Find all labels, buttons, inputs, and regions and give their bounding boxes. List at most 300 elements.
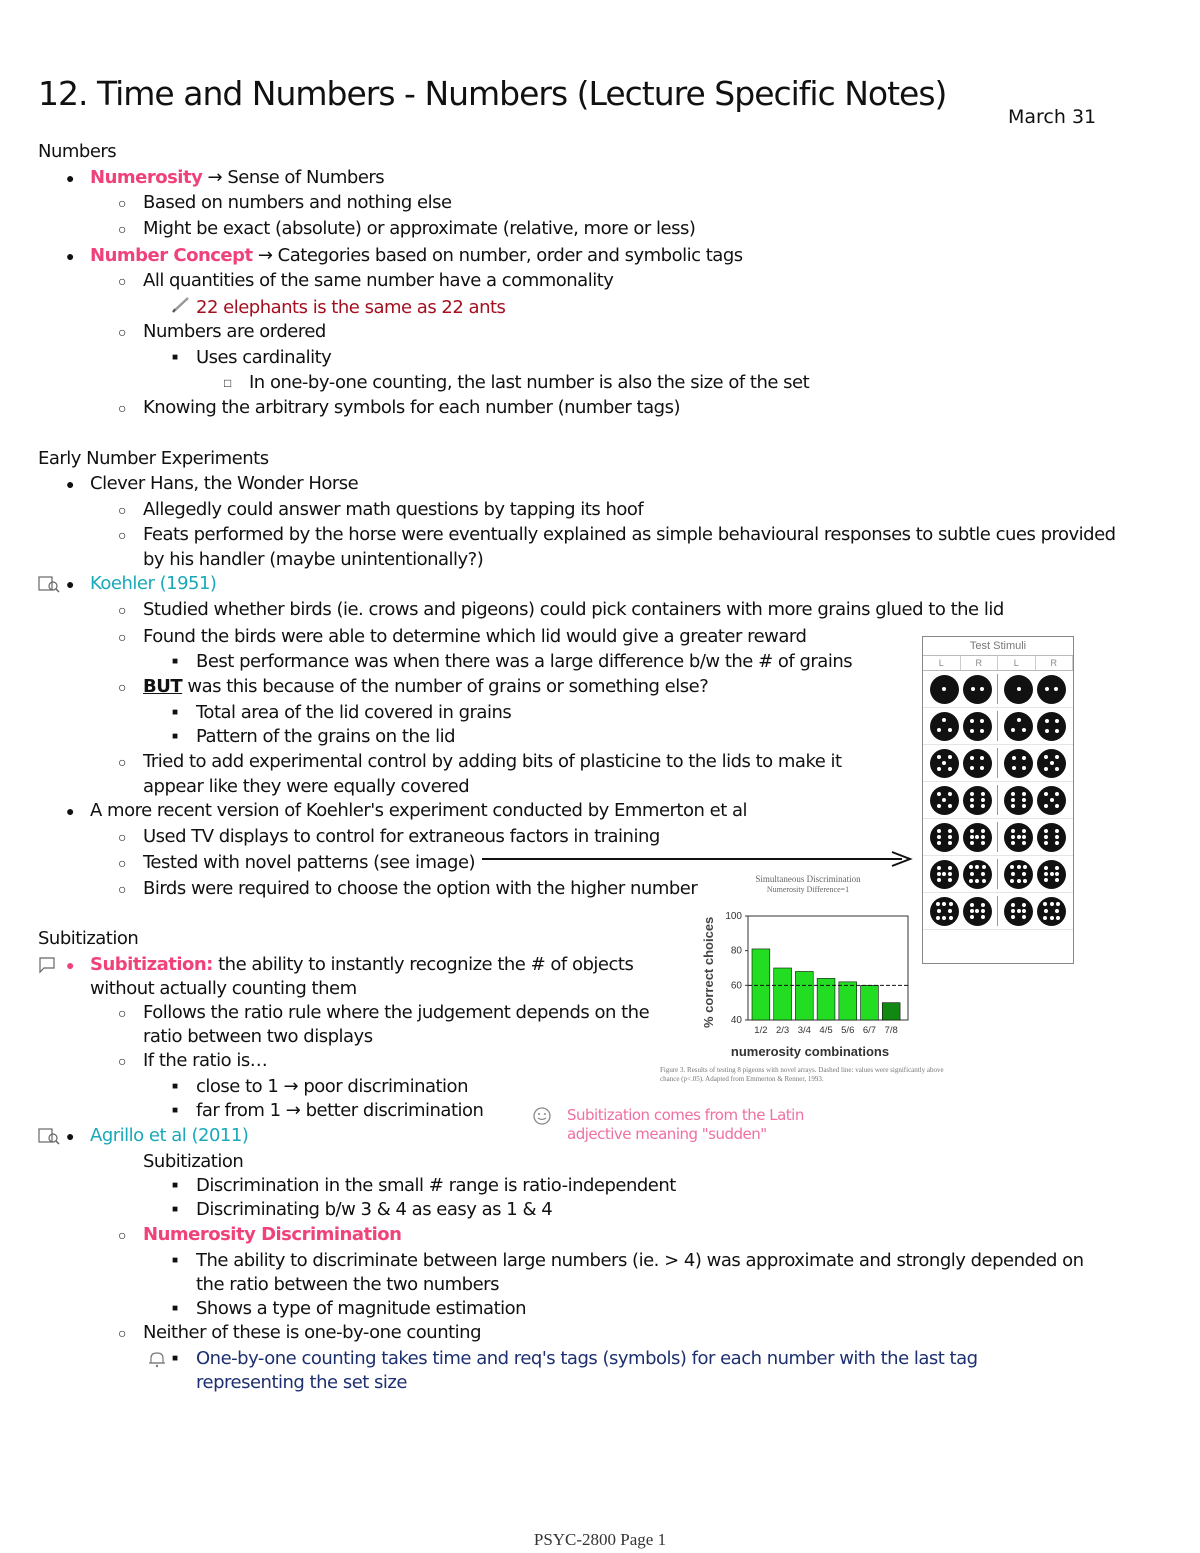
stimulus-dot [1011,728,1015,732]
stimulus-disc [1004,860,1033,889]
bullet: ○ [118,1227,127,1243]
stimulus-dot [981,915,985,919]
stimuli-pair [1004,749,1066,778]
stimulus-dot [975,909,979,913]
stimuli-pair [1004,860,1066,889]
stimulus-dot [982,865,986,869]
date: March 31 [1008,106,1097,128]
bullet: ■ [172,1303,179,1314]
stimulus-dot [981,792,985,796]
stimulus-dot [1022,915,1026,919]
stimulus-dot [1044,767,1048,771]
stimulus-disc [1004,786,1033,815]
stimulus-dot [970,792,974,796]
stimulus-disc [1037,823,1066,852]
numerosity-discrimination-term: Numerosity Discrimination [143,1224,402,1245]
stimulus-dot [1055,719,1059,723]
stimulus-dot [975,879,979,883]
stimuli-divider [997,748,998,778]
study-agrillo: Agrillo et al (2011) [90,1125,249,1146]
list-item: Used TV displays to control for extraneous factors in training [143,826,660,847]
stimulus-disc [1037,712,1066,741]
stimulus-dot [1054,687,1058,691]
stimulus-dot [1022,792,1026,796]
stimuli-col-label: L [923,656,961,670]
stimuli-pair [930,712,992,741]
list-item: Knowing the arbitrary symbols for each number (number tags) [143,397,680,418]
bullet: ○ [118,273,127,289]
page-footer: PSYC-2800 Page 1 [533,1530,667,1549]
stimulus-dot [981,835,985,839]
stimulus-dot [1055,909,1059,913]
stimulus-dot [1050,761,1054,765]
subitization-def-text: the ability to instantly recognize the # of objects [212,954,634,975]
stimulus-dot [937,728,941,732]
stimulus-dot [1045,719,1049,723]
x-tick-label: 2/3 [776,1025,790,1036]
smiley-icon [532,1106,552,1126]
stimulus-dot [1055,767,1059,771]
list-item: Best performance was when there was a large difference b/w the # of grains [196,651,853,672]
list-item-text: was this because of the number of grains or something else? [182,676,709,697]
bullet: ○ [118,527,127,543]
chart-bar [817,978,835,1020]
side-note-continued: adjective meaning "sudden" [567,1125,767,1143]
stimulus-dot [969,865,973,869]
chart-xlabel: numerosity combinations [730,1044,890,1059]
stimulus-dot [1010,879,1014,883]
stimulus-disc [1037,749,1066,778]
y-tick-label: 40 [730,1015,742,1026]
stimulus-dot [980,756,984,760]
list-item: Allegedly could answer math questions by tapping its hoof [143,499,644,520]
bullet: ○ [118,679,127,695]
stimulus-dot [942,761,946,765]
stimulus-disc [930,749,959,778]
chart-bar [774,968,792,1020]
stimulus-disc [930,712,959,741]
stimulus-dot [1017,909,1021,913]
stimulus-dot [1056,902,1060,906]
stimulus-dot [1055,804,1059,808]
page-title: 12. Time and Numbers - Numbers (Lecture Specific Notes) [38,74,947,113]
stimulus-dot [1044,829,1048,833]
list-item-continued: without actually counting them [90,978,357,999]
x-tick-label: 6/7 [862,1025,877,1036]
bullet: ○ [118,1053,127,1069]
numerosity-item [90,166,384,190]
list-item: If the ratio is… [143,1050,268,1071]
list-item: far from 1 → better discrimination [196,1100,484,1121]
stimulus-disc [930,823,959,852]
stimulus-dot [948,767,952,771]
bullet: □ [224,376,232,390]
list-item: Total area of the lid covered in grains [196,702,512,723]
x-tick-label: 7/8 [884,1025,898,1036]
stimulus-dot [1044,909,1048,913]
stimulus-dot [970,756,974,760]
stimulus-dot [1043,902,1047,906]
stimulus-dot [969,879,973,883]
list-item: Might be exact (absolute) or approximate (relative, more or less) [143,218,696,239]
stimulus-dot [948,792,952,796]
stimulus-dot [1011,829,1015,833]
stimulus-disc [963,860,992,889]
stimulus-dot [1010,865,1014,869]
stimulus-disc [1037,860,1066,889]
bullet: ● [66,576,75,592]
bullet: ○ [118,629,127,645]
section-heading-subitization: Subitization [38,928,139,949]
stimulus-dot [948,804,952,808]
stimulus-disc [963,712,992,741]
stimuli-title: Test Stimuli [923,637,1073,656]
stimulus-dot [981,903,985,907]
stimulus-dot [1050,798,1054,802]
bullet: ● [66,1128,75,1144]
stimulus-dot [1055,835,1059,839]
stimulus-dot [1017,687,1021,691]
bullet: ■ [172,1180,179,1191]
stimulus-dot [981,804,985,808]
stimulus-dot [970,909,974,913]
stimuli-col-label: R [961,656,999,670]
y-tick-label: 80 [730,945,742,957]
stimulus-disc [1004,897,1033,926]
stimulus-dot [980,766,984,770]
bullet: ○ [118,502,127,518]
bullet: ■ [172,1204,179,1215]
x-tick-label: 4/5 [819,1025,833,1036]
list-item: Pattern of the grains on the lid [196,726,456,747]
list-item: Tried to add experimental control by adding bits of plasticine to the lids to make it [143,751,842,772]
stimulus-dot [937,841,941,845]
stimulus-dot [1055,841,1059,845]
stimulus-dot [1011,915,1015,919]
list-item-continued: appear like they were equally covered [143,776,470,797]
stimulus-dot [1050,872,1054,876]
list-item: Clever Hans, the Wonder Horse [90,473,359,494]
stimulus-dot [981,909,985,913]
list-item: Tested with novel patterns (see image) [143,852,476,873]
list-item-continued: by his handler (maybe unintentionally?) [143,549,484,570]
bullet: ■ [172,352,179,363]
study-koehler: Koehler (1951) [90,573,217,594]
stimulus-dot [1011,903,1015,907]
list-item: Follows the ratio rule where the judgement depends on the [143,1002,650,1023]
stimuli-row [923,819,1073,856]
bullet: ○ [118,855,127,871]
stimulus-dot [970,729,974,733]
stimulus-dot [1011,872,1015,876]
stimulus-disc [963,897,992,926]
list-item: Numbers are ordered [143,321,326,342]
section-heading-early: Early Number Experiments [38,448,269,469]
stimulus-dot [971,687,975,691]
list-item: Studied whether birds (ie. crows and pigeons) could pick containers with more grains glued to the lid [143,599,1004,620]
bullet: ■ [172,731,179,742]
stimulus-disc [930,786,959,815]
x-tick-label: 5/6 [841,1025,855,1036]
numerosity-def: → Sense of Numbers [202,167,385,188]
stimulus-dot [1043,916,1047,920]
stimulus-dot [948,728,952,732]
stimulus-dot [1050,916,1054,920]
stimulus-disc [1004,823,1033,852]
stimulus-dot [980,729,984,733]
stimulus-dot [1044,866,1048,870]
list-item: Found the birds were able to determine which lid would give a greater reward [143,626,807,647]
stimulus-dot [1055,792,1059,796]
stimuli-divider [997,822,998,852]
stimulus-dot [1055,829,1059,833]
stimulus-dot [1050,902,1054,906]
bullet: ■ [172,1081,179,1092]
bullet: ○ [118,829,127,845]
stimuli-row [923,745,1073,782]
stimuli-divider [997,711,998,741]
stimulus-dot [970,903,974,907]
stimulus-dot [980,687,984,691]
stimulus-dot [1045,729,1049,733]
stimulus-dot [970,798,974,802]
stimulus-dot [981,798,985,802]
stimulus-dot [1017,718,1021,722]
bullet: ○ [118,195,127,211]
list-item: Based on numbers and nothing else [143,192,452,213]
stimulus-disc [1004,675,1033,704]
chart-bar [795,971,813,1020]
stimulus-dot [970,872,974,876]
stimulus-dot [1022,903,1026,907]
bullet: ○ [118,1005,127,1021]
document-search-icon [38,575,60,593]
bullet: ● [66,170,75,186]
stimulus-dot [975,835,979,839]
bullet: ■ [172,1105,179,1116]
chart-bar [752,949,770,1020]
stimulus-dot [970,804,974,808]
stimuli-divider [997,785,998,815]
stimulus-disc [963,786,992,815]
stimulus-dot [1044,878,1048,882]
stimulus-dot [1044,835,1048,839]
stimuli-row [923,708,1073,745]
stimulus-dot [1022,766,1026,770]
subitization-def [90,953,633,977]
list-item: A more recent version of Koehler's experiment conducted by Emmerton et al [90,800,748,821]
stimulus-dot [970,766,974,770]
stimulus-dot [1011,804,1015,808]
stimulus-dot [970,829,974,833]
bullet: ■ [172,707,179,718]
highlight-note-continued: representing the set size [196,1372,407,1393]
list-item: Feats performed by the horse were eventually explained as simple behavioural responses to subtle cues provided [143,524,1116,545]
bullet: ■ [172,656,179,667]
example-text: 22 elephants is the same as 22 ants [196,297,506,318]
stimuli-pair [1004,823,1066,852]
stimulus-disc [963,749,992,778]
stimulus-dot [981,872,985,876]
stimulus-dot [980,719,984,723]
bullet: ● [66,803,75,819]
stimulus-disc [1037,897,1066,926]
stimulus-disc [1004,749,1033,778]
stimulus-dot [1055,866,1059,870]
stimulus-dot [942,718,946,722]
stimulus-dot [937,804,941,808]
stimuli-pair [930,675,992,704]
bullet: ● [66,957,75,973]
list-item: In one-by-one counting, the last number is also the size of the set [249,372,810,393]
stimulus-dot [981,841,985,845]
stimulus-dot [1022,841,1026,845]
stimulus-dot [1044,841,1048,845]
flag-icon [38,956,60,974]
subitization-term: Subitization: [90,954,213,975]
stimulus-dot [1011,909,1015,913]
stimulus-dot [1011,841,1015,845]
list-item: Birds were required to choose the option with the higher number [143,878,698,899]
stimulus-dot [1012,756,1016,760]
stimuli-divider [997,859,998,889]
stimuli-col-label: L [998,656,1036,670]
stimuli-pair [1004,897,1066,926]
stimulus-dot [1045,687,1049,691]
stimulus-dot [982,879,986,883]
stimulus-dot [1022,909,1026,913]
stimulus-dot [1017,865,1021,869]
stimulus-dot [1017,879,1021,883]
stimulus-disc [1004,712,1033,741]
list-item [143,675,708,699]
stimulus-dot [1055,729,1059,733]
side-note: Subitization comes from the Latin [567,1106,804,1124]
stimulus-dot [1022,728,1026,732]
stimulus-dot [948,829,952,833]
bullet: ○ [118,754,127,770]
stimulus-dot [948,835,952,839]
list-item: Uses cardinality [196,347,332,368]
bell-icon [146,1350,168,1368]
stimulus-dot [937,835,941,839]
stimulus-disc [963,675,992,704]
stimulus-dot [1011,792,1015,796]
stimulus-dot [1022,798,1026,802]
list-item: Discriminating b/w 3 & 4 as easy as 1 & 4 [196,1199,553,1220]
stimulus-dot [948,755,952,759]
number-concept-item [90,244,743,268]
stimuli-pair [930,823,992,852]
stimulus-dot [981,829,985,833]
stimulus-dot [937,767,941,771]
bullet: ● [66,476,75,492]
stimuli-divider [997,896,998,926]
stimuli-row [923,671,1073,708]
chart-plot-area [725,911,908,1036]
stimulus-dot [1022,756,1026,760]
stimulus-disc [1037,786,1066,815]
document-search-icon [38,1127,60,1145]
section-heading-numbers: Numbers [38,141,117,162]
stimulus-dot [942,798,946,802]
stimulus-dot [948,841,952,845]
list-item: Shows a type of magnitude estimation [196,1298,527,1319]
subheading: Subitization [143,1151,244,1172]
stimuli-divider [997,674,998,704]
stimulus-dot [1044,755,1048,759]
stimulus-dot [937,792,941,796]
bullet: ○ [118,400,127,416]
stimulus-dot [970,719,974,723]
bullet: ○ [118,1325,127,1341]
stimulus-dot [1011,835,1015,839]
stimulus-dot [1044,872,1048,876]
stimuli-pair [1004,675,1066,704]
stimuli-pair [1004,712,1066,741]
list-item: Discrimination in the small # range is ratio-independent [196,1175,676,1196]
x-tick-label: 3/4 [797,1025,811,1036]
stimulus-dot [970,835,974,839]
stimulus-dot [1055,878,1059,882]
stimuli-pair [930,749,992,778]
chart-title: Simultaneous Discrimination [755,874,861,884]
pencil-icon [170,296,192,314]
number-concept-def: → Categories based on number, order and symbolic tags [252,245,743,266]
stimulus-dot [1023,865,1027,869]
but-emphasis: BUT [143,676,183,697]
numerosity-term: Numerosity [90,167,203,188]
stimulus-dot [1044,792,1048,796]
bullet: ● [66,248,75,264]
stimulus-dot [942,687,946,691]
stimulus-dot [1022,872,1026,876]
list-item: The ability to discriminate between large numbers (ie. > 4) was approximate and strongly depended on [196,1250,1084,1271]
chart-bar [861,985,879,1020]
y-tick-label: 100 [725,911,742,922]
bullet: ○ [118,602,127,618]
highlight-note: One-by-one counting takes time and req's tags (symbols) for each number with the last tag [196,1348,978,1369]
stimulus-dot [1023,879,1027,883]
stimuli-pair [930,786,992,815]
chart-bar [882,1003,900,1020]
stimulus-dot [1056,916,1060,920]
stimulus-dot [970,841,974,845]
list-item-continued: the ratio between the two numbers [196,1274,499,1295]
stimulus-disc [963,823,992,852]
stimulus-dot [1011,798,1015,802]
list-item: All quantities of the same number have a commonality [143,270,614,291]
stimuli-column-labels [923,656,1073,671]
number-concept-term: Number Concept [90,245,253,266]
stimuli-pair [1004,786,1066,815]
chart-ylabel: % correct choices [701,916,716,1028]
stimulus-dot [1022,829,1026,833]
stimulus-disc [1037,675,1066,704]
stimulus-dot [937,755,941,759]
stimuli-row [923,782,1073,819]
x-tick-label: 1/2 [754,1025,768,1036]
bullet: ○ [118,221,127,237]
stimulus-dot [1017,835,1021,839]
stimulus-dot [1044,804,1048,808]
bullet: ○ [118,881,127,897]
list-item-continued: ratio between two displays [143,1026,373,1047]
bullet: ○ [118,324,127,340]
stimulus-disc [930,675,959,704]
chart-subtitle: Numerosity Difference=1 [766,885,850,894]
stimulus-dot [1055,872,1059,876]
